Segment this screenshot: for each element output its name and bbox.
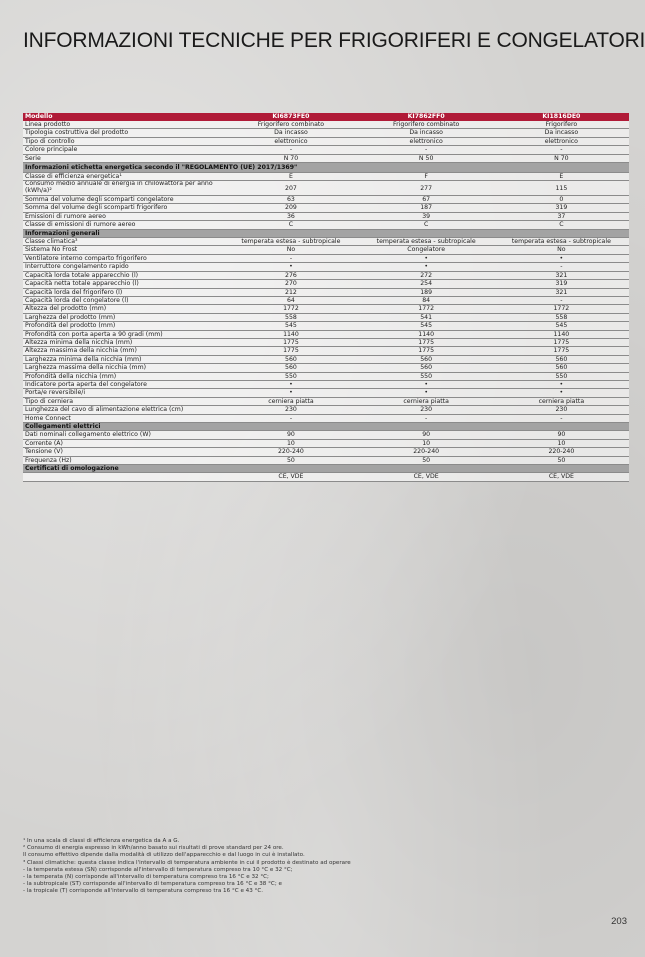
spec-table [23,113,629,482]
section-header-row [23,423,629,431]
footnote: ¹ In una scala di classi di efficienza energetica da A a G. [23,838,180,844]
cell-value: CE, VDE [494,473,629,481]
cell-value: F [359,173,494,181]
cell-value: 1775 [494,347,629,355]
footnote: - la temperata estesa (SN) corrisponde all'intervallo di temperatura compreso tra 10 °C e 32 °C; [23,866,293,873]
cell-value: - [223,254,358,262]
table-row [23,355,629,363]
table-row [23,364,629,372]
cell-value: 37 [494,212,629,220]
row-label: Interruttore congelamento rapido [23,263,223,271]
model-name: KI6873FE0 [223,113,358,121]
spec-table-body [23,121,629,481]
row-label: Larghezza massima della nicchia (mm) [23,364,223,372]
cell-value: • [359,263,494,271]
row-label: Profondità con porta aperta a 90 gradi (mm) [23,330,223,338]
cell-value: Frigorifero combinato [223,121,358,129]
table-row [23,313,629,321]
section-title: Informazioni etichetta energetica secondo il "REGOLAMENTO (UE) 2017/1369" [23,163,629,173]
cell-value: 230 [223,406,358,414]
table-row [23,146,629,154]
row-label: Tipologia costruttiva del prodotto [23,129,223,137]
cell-value: Da incasso [223,129,358,137]
table-row [23,129,629,137]
cell-value: 230 [494,406,629,414]
table-header-row [23,113,629,121]
cell-value: 207 [223,181,358,196]
section-header-row [23,229,629,237]
cell-value: cerniera piatta [359,397,494,405]
cell-value: 558 [223,313,358,321]
cell-value: elettronico [494,137,629,145]
cell-value: - [494,296,629,304]
cell-value: elettronico [223,137,358,145]
cell-value: 545 [223,322,358,330]
row-label: Classe di efficienza energetica¹ [23,173,223,181]
cell-value: 50 [494,456,629,464]
cell-value: 1775 [359,338,494,346]
cell-value: 1775 [223,338,358,346]
cell-value: • [223,380,358,388]
table-row [23,154,629,162]
cell-value: • [359,254,494,262]
cell-value: elettronico [359,137,494,145]
cell-value: 276 [223,271,358,279]
cell-value: No [494,246,629,254]
row-label: Emissioni di rumore aereo [23,212,223,220]
cell-value: 220-240 [494,448,629,456]
cell-value: - [494,263,629,271]
cell-value: temperata estesa - subtropicale [359,238,494,246]
row-label: Classe climatica³ [23,238,223,246]
cell-value: 550 [359,372,494,380]
cell-value: Da incasso [359,129,494,137]
table-row [23,238,629,246]
row-label: Somma del volume degli scomparti congelatore [23,196,223,204]
row-label: Corrente (A) [23,439,223,447]
cell-value: - [359,414,494,422]
cell-value: 560 [494,364,629,372]
model-name: KI1816DE0 [494,113,629,121]
cell-value: N 70 [494,154,629,162]
table-row [23,406,629,414]
row-label: Larghezza minima della nicchia (mm) [23,355,223,363]
cell-value: E [494,173,629,181]
table-row [23,389,629,397]
row-label: Frequenza (Hz) [23,456,223,464]
section-title: Informazioni generali [23,229,629,237]
cell-value: - [494,146,629,154]
table-row [23,181,629,196]
cell-value: Congelatore [359,246,494,254]
cell-value: N 70 [223,154,358,162]
cell-value: E [223,173,358,181]
row-label: Capacità lorda del congelatore (l) [23,296,223,304]
cell-value: • [359,389,494,397]
table-row [23,473,629,481]
cell-value: cerniera piatta [223,397,358,405]
cell-value: 541 [359,313,494,321]
row-label: Porta/e reversibile/i [23,389,223,397]
row-label: Tensione (V) [23,448,223,456]
cell-value: 10 [359,439,494,447]
cell-value: 277 [359,181,494,196]
cell-value: Frigorifero [494,121,629,129]
cell-value: 115 [494,181,629,196]
cell-value: Da incasso [494,129,629,137]
row-label: Larghezza del prodotto (mm) [23,313,223,321]
footnote: - la temperata (N) corrisponde all'intervallo di temperatura compreso tra 16 °C e 32 °C; [23,874,269,881]
cell-value: 84 [359,296,494,304]
row-label: Classe di emissioni di rumore aereo [23,221,223,229]
cell-value: • [223,389,358,397]
table-row [23,137,629,145]
cell-value: 220-240 [359,448,494,456]
cell-value: 319 [494,280,629,288]
cell-value: • [494,254,629,262]
table-row [23,439,629,447]
row-label: Tipo di cerniera [23,397,223,405]
row-label: Altezza massima della nicchia (mm) [23,347,223,355]
cell-value: 90 [223,431,358,439]
row-label: Somma del volume degli scomparti frigorifero [23,204,223,212]
cell-value: 230 [359,406,494,414]
cell-value: CE, VDE [359,473,494,481]
table-row [23,196,629,204]
table-row [23,305,629,313]
table-row [23,456,629,464]
table-row [23,254,629,262]
cell-value: Frigorifero combinato [359,121,494,129]
row-label: Ventilatore interno comparto frigorifero [23,254,223,262]
cell-value: 10 [223,439,358,447]
cell-value: 63 [223,196,358,204]
table-row [23,288,629,296]
cell-value: • [494,380,629,388]
page-number: 203 [611,916,627,927]
cell-value: 560 [359,355,494,363]
cell-value: 209 [223,204,358,212]
row-label [23,473,223,481]
cell-value: 50 [359,456,494,464]
footnote: Il consumo effettivo dipende dalla modalità di utilizzo dell'apparecchio e dal luogo in cui è installato. [23,852,305,859]
section-title: Collegamenti elettrici [23,423,629,431]
table-row [23,380,629,388]
row-label: Home Connect [23,414,223,422]
cell-value: 10 [494,439,629,447]
cell-value: 189 [359,288,494,296]
cell-value: 36 [223,212,358,220]
row-label: Indicatore porta aperta del congelatore [23,380,223,388]
table-row [23,204,629,212]
cell-value: No [223,246,358,254]
row-label: Capacità netta totale apparecchio (l) [23,280,223,288]
cell-value: 67 [359,196,494,204]
cell-value: 1775 [223,347,358,355]
table-row [23,330,629,338]
cell-value: 90 [494,431,629,439]
row-label: Tipo di controllo [23,137,223,145]
row-label: Colore principale [23,146,223,154]
row-label: Capacità lorda totale apparecchio (l) [23,271,223,279]
table-row [23,397,629,405]
cell-value: • [223,263,358,271]
cell-value: 550 [494,372,629,380]
table-row [23,246,629,254]
cell-value: 220-240 [223,448,358,456]
cell-value: 270 [223,280,358,288]
cell-value: 558 [494,313,629,321]
table-row [23,280,629,288]
footnote: ² Consumo di energia espresso in kWh/anno basato sui risultati di prove standard per 24 ore. [23,845,284,852]
table-row [23,372,629,380]
cell-value: 560 [223,364,358,372]
row-label: Consumo medio annuale di energia in chilowattora per anno (kWh/a)² [23,181,223,196]
cell-value: - [359,146,494,154]
footnotes [23,838,583,896]
table-row [23,431,629,439]
cell-value: 1775 [359,347,494,355]
cell-value: - [223,414,358,422]
cell-value: 560 [223,355,358,363]
table-row [23,338,629,346]
cell-value: 1772 [223,305,358,313]
table-row [23,271,629,279]
cell-value: 212 [223,288,358,296]
cell-value: 545 [359,322,494,330]
cell-value: C [359,221,494,229]
cell-value: 1140 [223,330,358,338]
cell-value: C [223,221,358,229]
cell-value: temperata estesa - subtropicale [223,238,358,246]
row-label: Altezza del prodotto (mm) [23,305,223,313]
cell-value: 550 [223,372,358,380]
header-label: Modello [23,113,223,121]
row-label: Capacità lorda del frigorifero (l) [23,288,223,296]
table-row [23,221,629,229]
section-title: Certificati di omologazione [23,465,629,473]
cell-value: 64 [223,296,358,304]
table-row [23,263,629,271]
table-row [23,173,629,181]
cell-value: 560 [359,364,494,372]
page-title: INFORMAZIONI TECNICHE PER FRIGORIFERI E CONGELATORI [23,29,645,52]
table-row [23,212,629,220]
cell-value: 1772 [359,305,494,313]
table-row [23,121,629,129]
footnote: ³ Classi climatiche: questa classe indica l'intervallo di temperatura ambiente in cui il prodotto è destinato ad operare [23,859,351,866]
cell-value: 272 [359,271,494,279]
cell-value: 1140 [359,330,494,338]
footnote: - la tropicale (T) corrisponde all'intervallo di temperatura compreso tra 16 °C e 43 °C. [23,888,264,895]
section-header-row [23,163,629,173]
cell-value: cerniera piatta [494,397,629,405]
cell-value: 321 [494,288,629,296]
row-label: Linea prodotto [23,121,223,129]
table-row [23,322,629,330]
cell-value: 50 [223,456,358,464]
section-header-row [23,465,629,473]
row-label: Altezza minima della nicchia (mm) [23,338,223,346]
table-row [23,347,629,355]
row-label: Profondità della nicchia (mm) [23,372,223,380]
table-row [23,414,629,422]
cell-value: C [494,221,629,229]
cell-value: CE, VDE [223,473,358,481]
cell-value: - [223,146,358,154]
cell-value: • [359,380,494,388]
cell-value: 1772 [494,305,629,313]
row-label: Dati nominali collegamento elettrico (W) [23,431,223,439]
cell-value: • [494,389,629,397]
cell-value: 321 [494,271,629,279]
cell-value: 1775 [494,338,629,346]
cell-value: 560 [494,355,629,363]
footnote: - la subtropicale (ST) corrisponde all'intervallo di temperatura compreso tra 16 °C e 38 °C; e [23,881,282,888]
model-name: KI7862FF0 [359,113,494,121]
table-row [23,448,629,456]
table-row [23,296,629,304]
cell-value: 1140 [494,330,629,338]
cell-value: 319 [494,204,629,212]
cell-value: - [494,414,629,422]
row-label: Serie [23,154,223,162]
row-label: Sistema No Frost [23,246,223,254]
row-label: Profondità del prodotto (mm) [23,322,223,330]
cell-value: 254 [359,280,494,288]
cell-value: 187 [359,204,494,212]
cell-value: 545 [494,322,629,330]
cell-value: 90 [359,431,494,439]
row-label: Lunghezza del cavo di alimentazione elettrica (cm) [23,406,223,414]
cell-value: 39 [359,212,494,220]
cell-value: 0 [494,196,629,204]
cell-value: temperata estesa - subtropicale [494,238,629,246]
cell-value: N 50 [359,154,494,162]
